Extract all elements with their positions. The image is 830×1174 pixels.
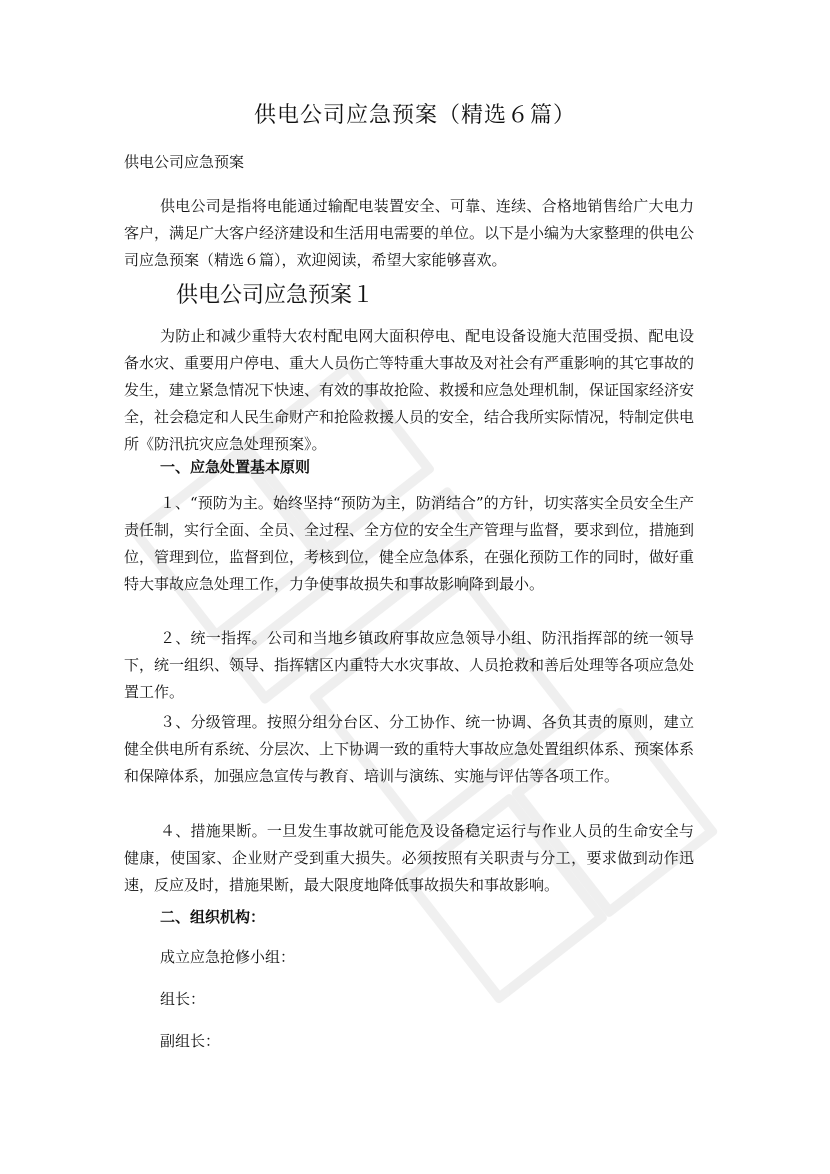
principle-2-paragraph: ２、统一指挥。公司和当地乡镇政府事故应急领导小组、防汛指挥部的统一领导下，统一组织、领导、指挥辖区内重特大水灾事故、人员抢救和善后处理等各项应急处置工作。 <box>124 629 695 701</box>
document-subtitle: 供电公司应急预案 <box>124 153 245 171</box>
plan-intro-paragraph: 为防止和减少重特大农村配电网大面积停电、配电设备设施大范围受损、配电设备水灾、重要用户停电、重大人员伤亡等特重大事故及对社会有严重影响的其它事故的发生，建立紧急情况下快速、有效的事故抢险、救援和应急处理机制，保证国家经济安全，社会稳定和人民生命财产和抢险救援人员的安全，结合我所实际情况，特制定供电所《防汛抗灾应急处理预案》。 <box>124 327 695 453</box>
org-line-leader: 组长： <box>160 990 206 1008</box>
org-line-deputy-leader: 副组长： <box>160 1032 221 1050</box>
document-title: 供电公司应急预案（精选６篇） <box>253 103 576 128</box>
principle-4-paragraph: ４、措施果断。一旦发生事故就可能危及设备稳定运行与作业人员的生命安全与健康，使国家、企业财产受到重大损失。必须按照有关职责与分工，要求做到动作迅速，反应及时，措施果断，最大限度地降低事故损失和事故影响。 <box>124 822 694 894</box>
principle-3-paragraph: ３、分级管理。按照分组分台区、分工协作、统一协调、各负其责的原则，建立健全供电所有系统、分层次、上下协调一致的重特大事故应急处置组织体系、预案体系和保障体系，加强应急宣传与教育、培训与演练、实施与评估等各项工作。 <box>124 713 695 785</box>
org-line-team: 成立应急抢修小组： <box>160 948 296 966</box>
section-1-heading: 一、应急处置基本原则 <box>160 458 311 476</box>
section-2-heading: 二、组织机构： <box>160 908 266 926</box>
intro-paragraph: 供电公司是指将电能通过输配电装置安全、可靠、连续、合格地销售给广大电力客户，满足广大客户经济建设和生活用电需要的单位。以下是小编为大家整理的供电公司应急预案（精选６篇），欢迎阅读，希望大家能够喜欢。 <box>124 197 695 269</box>
principle-1-paragraph: １、“预防为主。始终坚持“预防为主，防消结合”的方针，切实落实全员安全生产责任制，实行全面、全员、全过程、全方位的安全生产管理与监督，要求到位，措施到位，管理到位，监督到位，考核到位，健全应急体系，在强化预防工作的同时，做好重特大事故应急处理工作，力争使事故损失和事故影响降到最小。 <box>124 494 695 593</box>
plan-heading: 供电公司应急预案１ <box>176 283 375 308</box>
